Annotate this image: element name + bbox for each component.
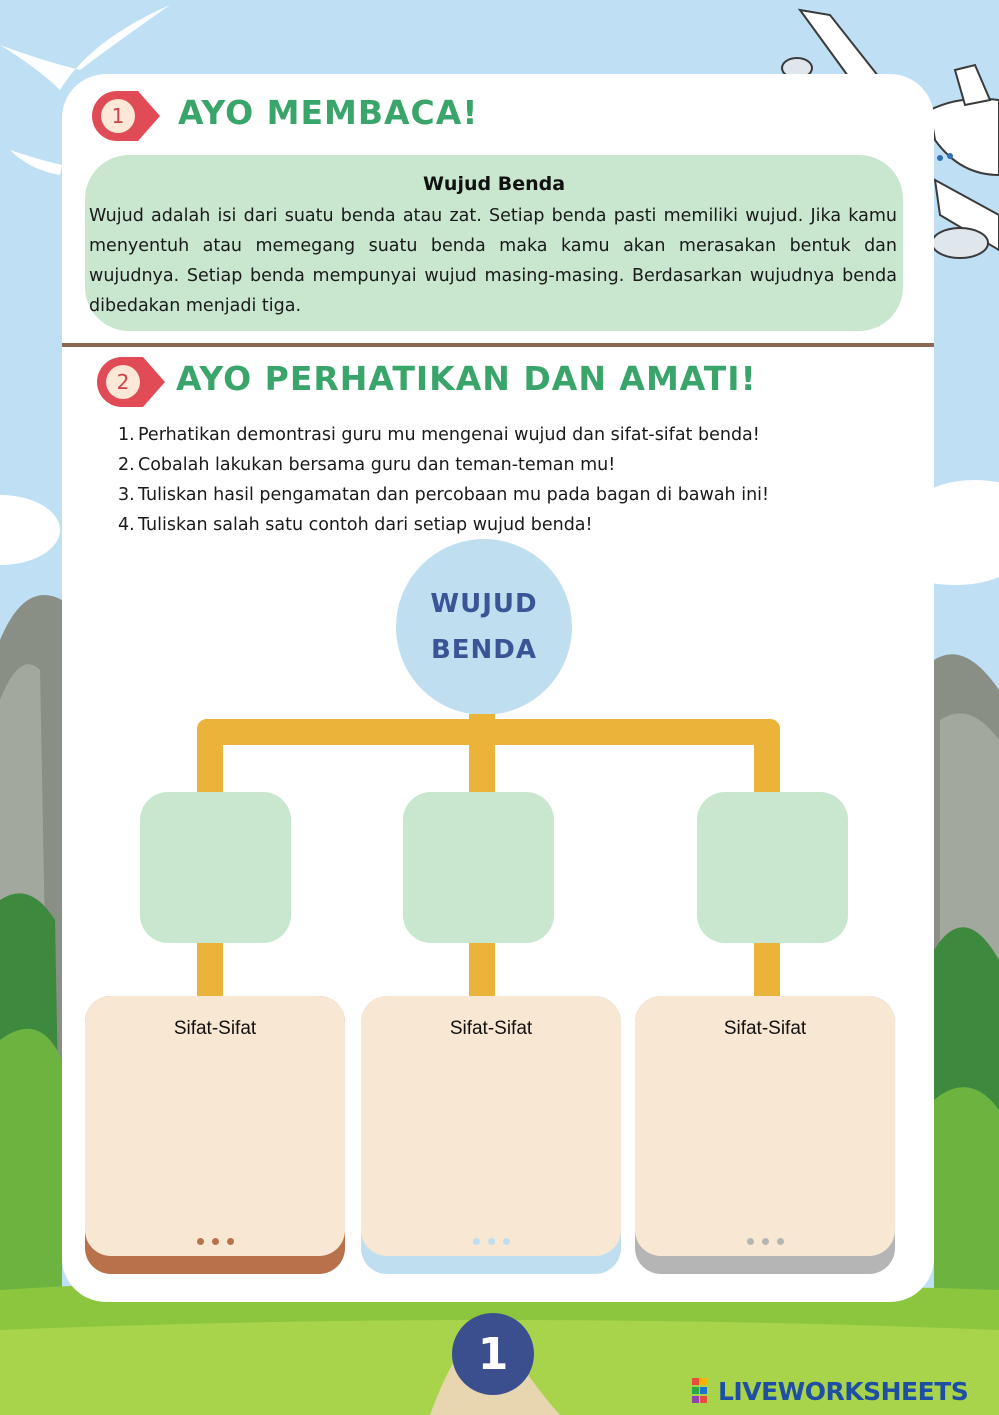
instruction-item: 2. Cobalah lakukan bersama guru dan teman-teman mu! [118, 455, 616, 475]
brand-footer[interactable] [692, 1374, 968, 1408]
section-2-number: 2 [116, 370, 130, 394]
connector-bar [197, 719, 780, 745]
reading-title: Wujud Benda [422, 173, 566, 195]
wujud-answer-box-3[interactable] [697, 792, 848, 943]
sifat-card-3[interactable] [635, 996, 895, 1274]
section-1-number-badge [90, 89, 162, 143]
instruction-item: 1. Perhatikan demontrasi guru mu mengenai wujud dan sifat-sifat benda! [118, 425, 760, 445]
connector-right [754, 719, 780, 794]
liveworksheets-logo-icon [692, 1378, 716, 1404]
sifat-card-1[interactable] [85, 996, 345, 1274]
diagram-center-node [396, 539, 572, 715]
sifat-card-1-label: Sifat-Sifat [173, 1018, 257, 1039]
instruction-list [118, 420, 878, 540]
instruction-item: 4. Tuliskan salah satu contoh dari setiap wujud benda! [118, 515, 593, 535]
section-2-number-badge [95, 355, 167, 409]
reading-text: Wujud adalah isi dari suatu benda atau zat. Setiap benda pasti memiliki wujud. Jika kamu menyentuh atau memegang suatu benda maka kamu akan merasakan bentuk dan wujudnya. Setiap benda mempunyai wujud masing-masing. Berdasarkan wujudnya benda dibedakan menjadi tiga. [89, 206, 897, 316]
connector-middle-lower [469, 940, 495, 1000]
wujud-answer-box-1[interactable] [140, 792, 291, 943]
connector-left [197, 719, 223, 794]
section-1-number: 1 [111, 104, 125, 128]
center-label-line-2: BENDA [430, 635, 538, 665]
wujud-answer-box-2[interactable] [403, 792, 554, 943]
section-divider [62, 343, 934, 347]
sifat-card-2-label: Sifat-Sifat [449, 1018, 533, 1039]
section-1-title: AYO MEMBACA! [178, 93, 479, 132]
sifat-card-2-dots [361, 1230, 621, 1249]
instruction-item: 3. Tuliskan hasil pengamatan dan percobaan mu pada bagan di bawah ini! [118, 485, 770, 505]
brand-name: LIVEWORKSHEETS [718, 1376, 969, 1406]
sifat-card-3-dots [635, 1230, 895, 1249]
connector-left-lower [197, 940, 223, 1000]
center-label-line-1: WUJUD [430, 589, 538, 619]
sifat-card-1-dots [85, 1230, 345, 1249]
sifat-card-3-label: Sifat-Sifat [723, 1018, 807, 1039]
section-2-title: AYO PERHATIKAN DAN AMATI! [176, 359, 757, 398]
connector-right-lower [754, 940, 780, 1000]
page-number-badge: 1 [452, 1313, 534, 1395]
sifat-card-2[interactable] [361, 996, 621, 1274]
